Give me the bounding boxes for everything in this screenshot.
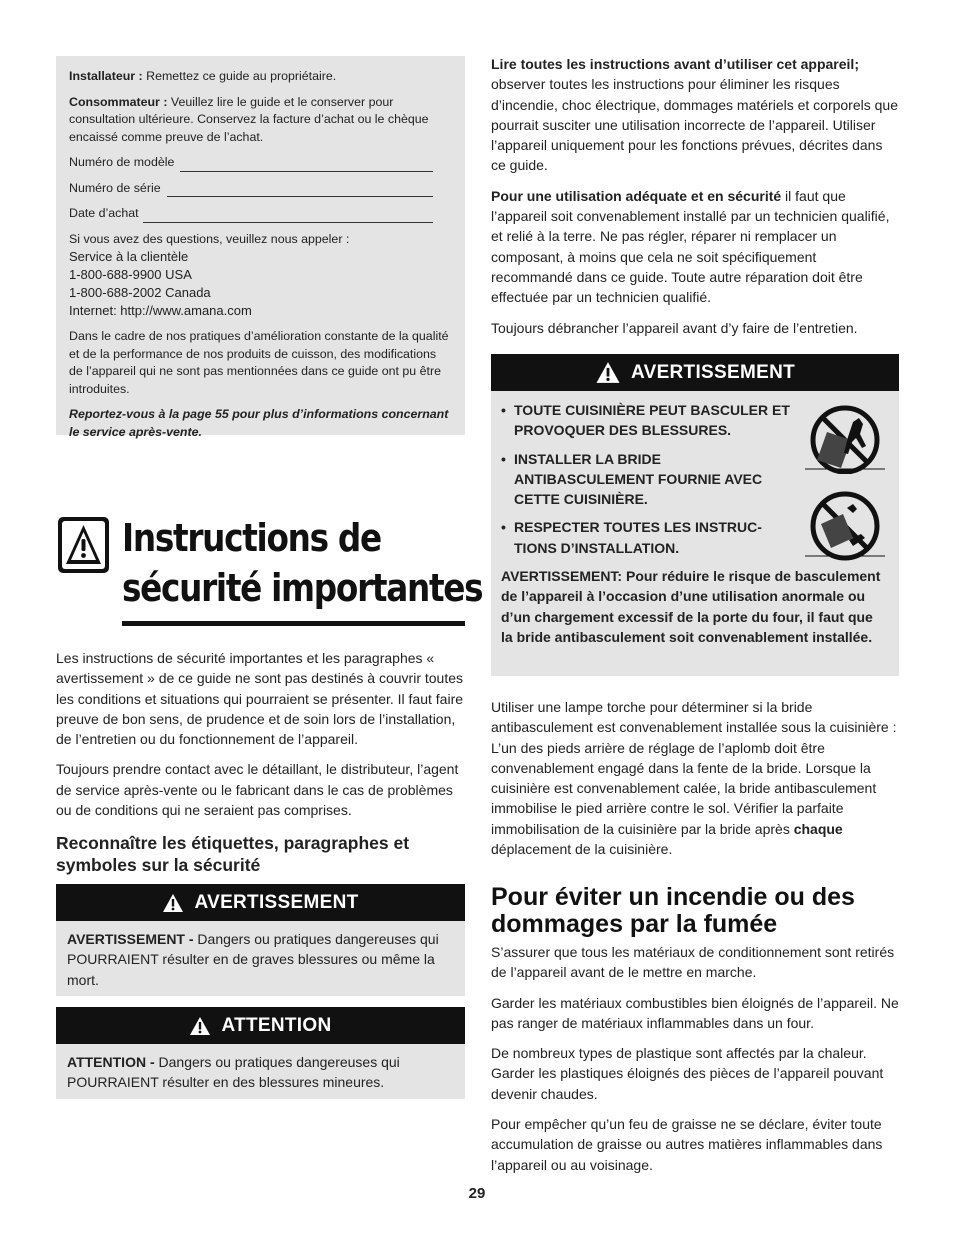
consumer-note: Consommateur : Veuillez lire le guide et le conserver pour consultation ultérieure. Conservez la facture d’achat ou le chèque encaissé comme preuve de l’achat.	[69, 94, 429, 144]
fire-paragraph-3: De nombreux types de plastique sont affectés par la chaleur. Garder les plastiques éloignés des pièces de l’appareil pouvant devenir chaudes.	[491, 1045, 884, 1102]
anti-tip-warning-box	[491, 354, 899, 676]
model-number-field[interactable]: Numéro de modèle	[69, 154, 453, 172]
flashlight-check: Utiliser une lampe torche pour déterminer si la bride antibasculement est convenablement installée sous la cuisinière : L’un des pieds arrière de réglage de l’aplomb doit être convenablement engagé dans la fente de la bride. Lorsque la cuisinière est convenablement calée, la bride antibasculement immobilise le pied arrière contre le sol. Vérifier la parfaite immobilisation de la cuisinière par la bride après chaque déplacement de la cuisinière.	[491, 699, 897, 858]
warning-definition-text: AVERTISSEMENT - Dangers ou pratiques dangereuses qui POURRAIENT résulter en de graves blessures ou même la mort.	[67, 931, 439, 988]
unplug-paragraph: Toujours débrancher l’appareil avant d’y faire de l’entretien.	[491, 319, 858, 336]
contact-block: Service à la clientèle 1-800-688-9900 USA 1-800-688-2002 Canada Internet: http://www.amana.com	[69, 248, 453, 320]
warning-triangle-icon	[595, 361, 621, 384]
fire-paragraph-2: Garder les matériaux combustibles bien éloignés de l’appareil. Ne pas ranger de matériaux inflammables dans un four.	[491, 994, 899, 1031]
attention-definition-box	[56, 1007, 465, 1099]
intro-paragraph: Les instructions de sécurité importantes et les paragraphes « avertissement » de ce guide ne sont pas destinés à couvrir toutes les conditions et situations qui pourraient se présenter. Il faut faire preuve de bon sens, de prudence et de soin lors de l’installation, de l’entretien ou du fonctionnement de l’appareil.	[56, 650, 464, 748]
page-title: Instructions de sécurité importantes	[122, 516, 483, 610]
attention-header: ATTENTION	[56, 1007, 465, 1044]
section-title	[56, 515, 483, 627]
anti-tip-warning-header: AVERTISSEMENT	[491, 354, 899, 391]
warning-header: AVERTISSEMENT	[56, 884, 465, 921]
questions-text: Si vous avez des questions, veuillez nous appeler :	[69, 231, 350, 246]
purchase-date-field[interactable]: Date d’achat	[69, 205, 453, 223]
fire-heading: Pour éviter un incendie ou des dommages par la fumée	[491, 883, 855, 938]
fire-paragraph-4: Pour empêcher qu’un feu de graisse ne se déclare, éviter toute accumulation de graisse ou autres matières inflammables dans l’appareil ou au voisinage.	[491, 1116, 883, 1173]
website-link[interactable]: Internet: http://www.amana.com	[69, 303, 252, 318]
read-instructions-paragraph: Lire toutes les instructions avant d’utiliser cet appareil; observer toutes les instructions pour éliminer les risques d’incendie, choc électrique, dommages matériels et corporels que pourrait susciter une utilisation incorrecte de l’appareil. Utiliser l’appareil uniquement pour les fonctions prévues, décrites dans ce guide.	[491, 56, 898, 174]
attention-definition-text: ATTENTION - Dangers ou pratiques dangereuses qui POURRAIENT résulter en des blessures mineures.	[67, 1054, 400, 1091]
bullet-tip-hazard: • TOUTE CUISINIÈRE PEUT BASCULER ET PROVOQUER DES BLESSURES.	[501, 402, 790, 439]
fire-prevention-section	[491, 884, 899, 1185]
title-underline	[122, 621, 465, 626]
bullet-install-bracket: • INSTALLER LA BRIDE ANTIBASCULEMENT FOURNIE AVEC CETTE CUISINIÈRE.	[501, 450, 763, 508]
labels-subheading: Reconnaître les étiquettes, paragraphes et symboles sur la sécurité	[56, 833, 410, 876]
warning-triangle-icon	[162, 893, 184, 913]
fire-paragraph-1: S’assurer que tous les matériaux de conditionnement sont retirés de l’appareil avant de le mettre en marche.	[491, 944, 895, 981]
warning-triangle-icon	[189, 1016, 211, 1036]
warning-definition-box	[56, 884, 465, 996]
contact-paragraph: Toujours prendre contact avec le détaillant, le distributeur, l’agent de service après-vente ou le fabricant dans le cas de problèmes ou de conditions qui ne seraient pas comprises.	[56, 761, 459, 819]
child-climbing-prohibited-icon	[803, 490, 887, 562]
bullet-follow-instructions: • RESPECTER TOUTES LES INSTRUC- TIONS D’INSTALLATION.	[501, 519, 762, 556]
page-number: 29	[468, 1185, 486, 1202]
anti-tip-note: AVERTISSEMENT: Pour réduire le risque de basculement de l’appareil à l’occasion d’une utilisation anormale ou d’un chargement excessif de la porte du four, il faut que la bride antibasculement soit convenablement installée.	[501, 568, 881, 645]
serial-number-field[interactable]: Numéro de série	[69, 180, 453, 198]
right-intro	[491, 54, 899, 348]
range-tipping-prohibited-icon	[803, 402, 887, 474]
left-column	[56, 56, 465, 439]
proper-use-paragraph: Pour une utilisation adéquate et en sécurité il faut que l’appareil soit convenablement installé par un technicien qualifié, et relié à la terre. Ne pas régler, réparer ni remplacer un composant, à moins que cela ne soit spécifiquement recommandé dans ce guide. Toute autre réparation doit être effectuée par un technicien qualifié.	[491, 187, 890, 306]
improvement-note: Dans le cadre de nos pratiques d’amélioration constante de la qualité et de la performance de nos produits de cuisson, des modifications de l’appareil qui ne sont pas mentionnées dans ce guide ont pu être introduites.	[69, 329, 449, 396]
owner-info-box	[56, 56, 465, 439]
warning-exclamation-icon	[56, 515, 111, 575]
installer-note: Installateur : Remettez ce guide au propriétaire.	[69, 69, 337, 83]
left-body	[56, 648, 465, 876]
service-reference: Reportez-vous à la page 55 pour plus d’informations concernant le service après-vente.	[69, 407, 449, 439]
anti-tip-bullets	[491, 400, 791, 566]
